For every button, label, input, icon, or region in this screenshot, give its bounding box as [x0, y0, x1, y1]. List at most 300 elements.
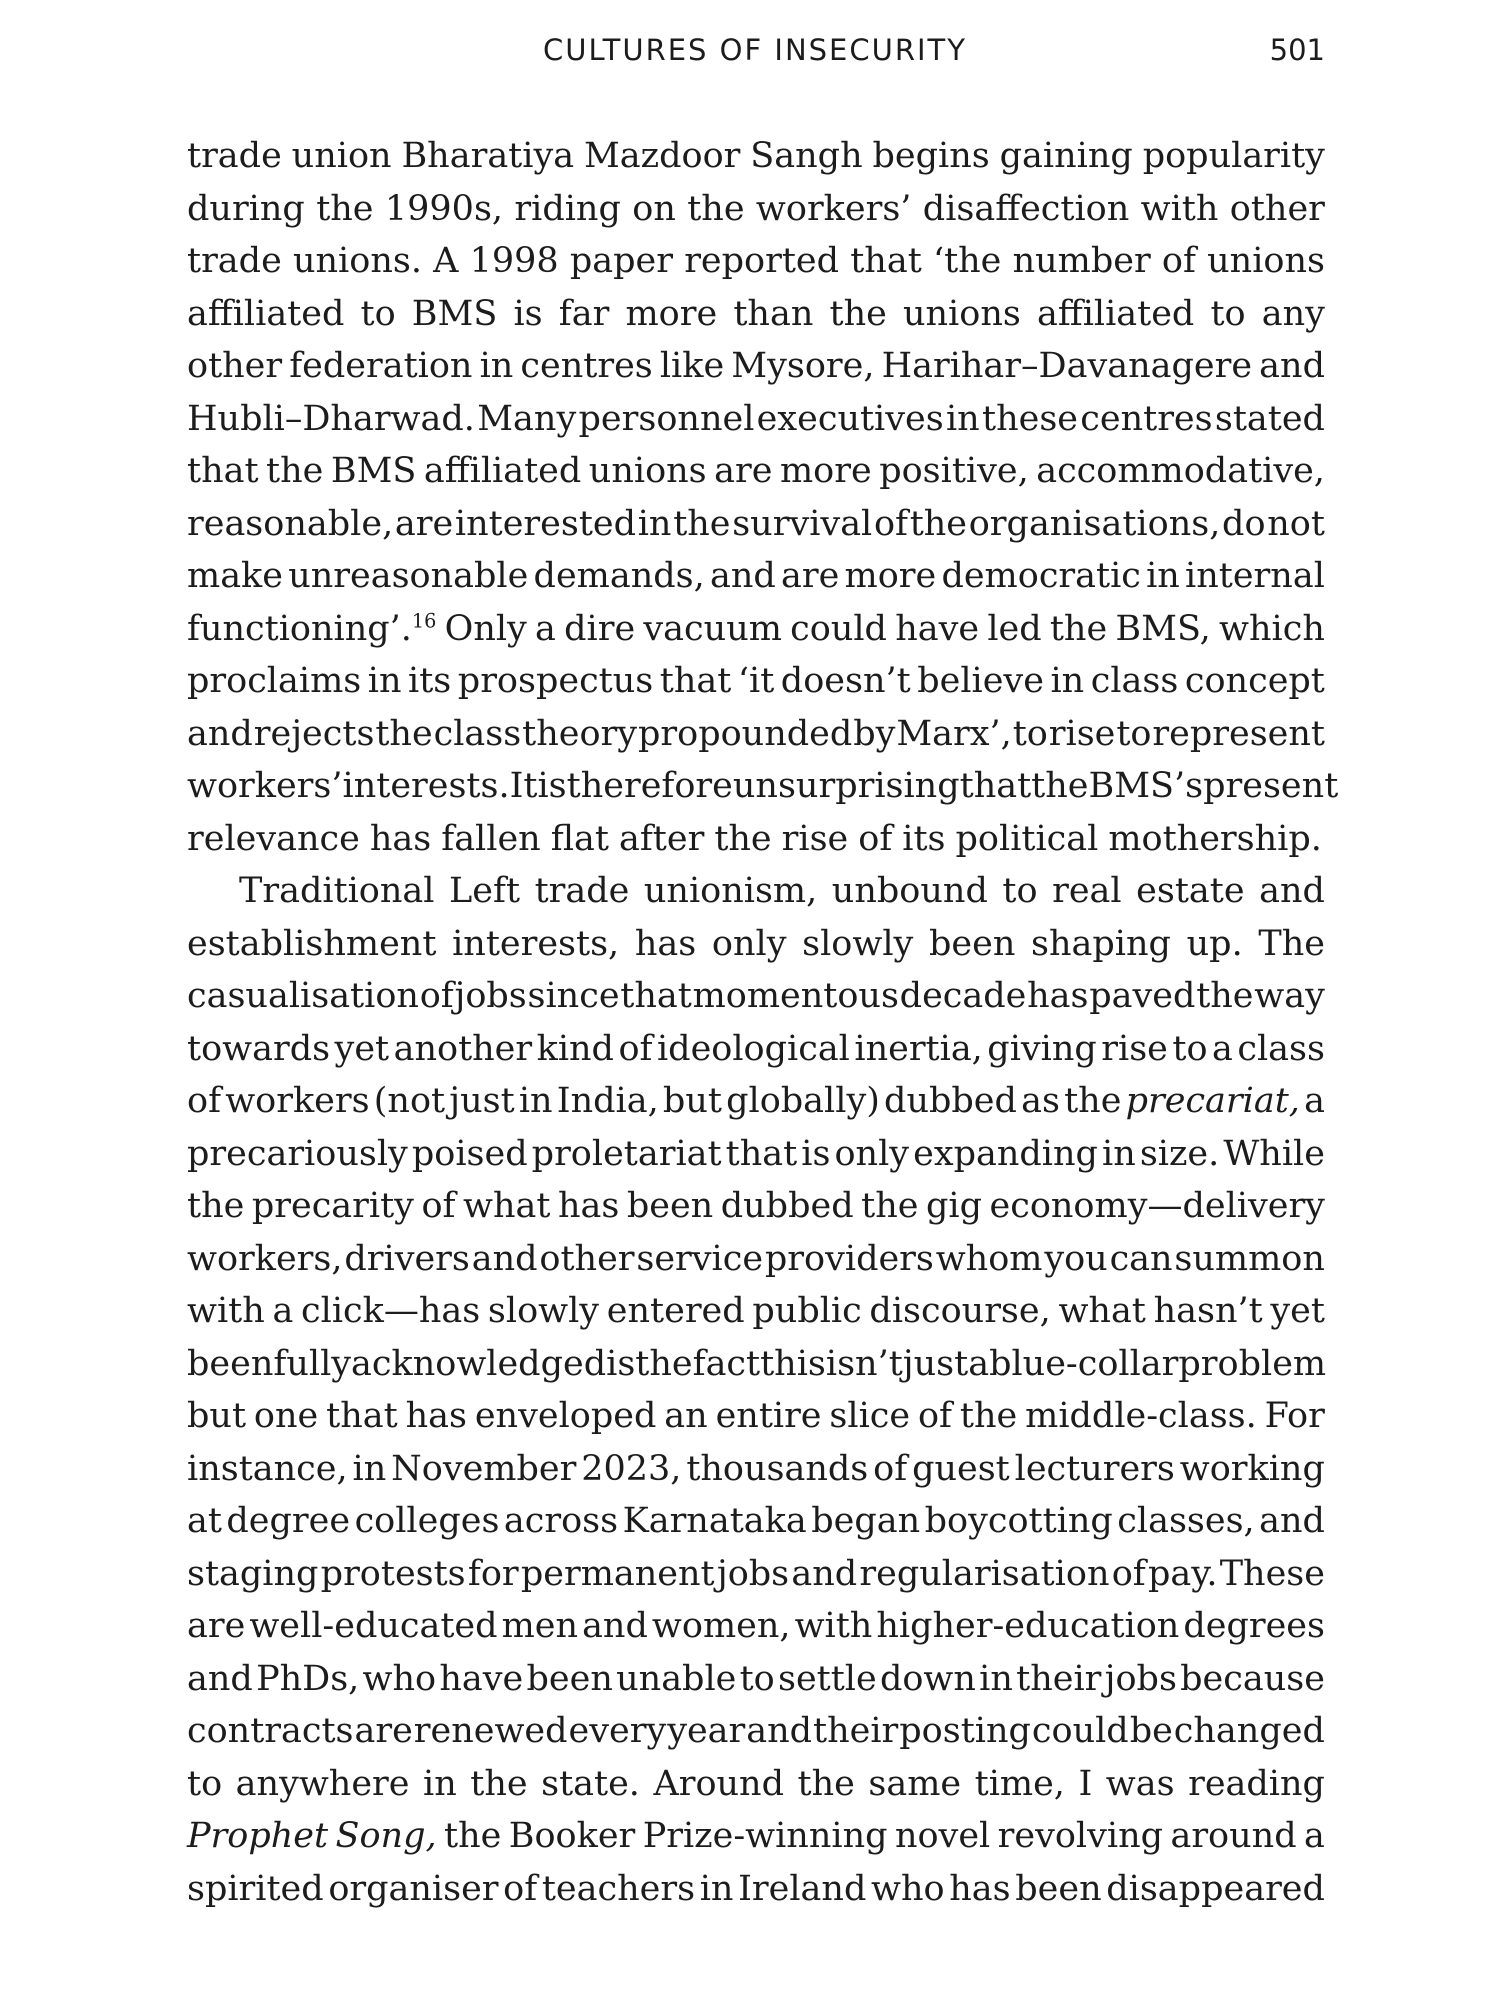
- word: the: [687, 188, 745, 229]
- text-line: [187, 550, 1325, 603]
- word: anywhere: [235, 1763, 410, 1804]
- word: the: [673, 503, 731, 544]
- word: in: [699, 1868, 734, 1909]
- word: by: [853, 713, 896, 754]
- text-line: [187, 1285, 1325, 1338]
- running-head: [185, 30, 1325, 80]
- word: public: [752, 1291, 862, 1331]
- word: are: [714, 451, 773, 491]
- word: affiliated: [1036, 293, 1195, 334]
- word: the: [316, 188, 374, 229]
- word: 1990s,: [384, 188, 504, 229]
- word: a: [968, 1343, 990, 1384]
- word: could: [1031, 1711, 1129, 1751]
- word: (not: [373, 1081, 446, 1121]
- word: of: [419, 976, 454, 1016]
- word: internal: [1185, 556, 1325, 596]
- word: only: [834, 1133, 910, 1174]
- word: in: [637, 503, 672, 544]
- word: than: [733, 293, 814, 334]
- word: workers: [225, 1081, 370, 1121]
- word: flat: [550, 818, 609, 859]
- word: year: [667, 1711, 746, 1751]
- word: interested: [454, 503, 637, 544]
- word: proletariat: [531, 1133, 722, 1174]
- word: a: [272, 1291, 294, 1331]
- word: been: [526, 1658, 613, 1699]
- word: political: [955, 818, 1099, 859]
- word: been: [626, 1186, 714, 1226]
- word: after: [618, 818, 705, 859]
- word: during: [187, 188, 305, 229]
- word: other: [187, 346, 283, 386]
- word: are: [354, 1711, 413, 1751]
- word: down: [879, 1658, 976, 1699]
- word: number: [1012, 241, 1151, 281]
- word: has: [405, 1396, 467, 1436]
- word: their: [813, 1711, 899, 1751]
- word: 2023,: [581, 1448, 682, 1489]
- word: working: [1179, 1448, 1325, 1489]
- word: and: [1259, 1501, 1325, 1541]
- word: guest: [912, 1448, 1010, 1489]
- word: with: [187, 1291, 265, 1331]
- word: their: [1016, 1658, 1102, 1699]
- word: proclaims: [187, 661, 362, 701]
- word: rejects: [253, 713, 375, 754]
- word: PhDs,: [256, 1658, 360, 1699]
- word: shaping: [1031, 923, 1171, 964]
- body-text: [187, 130, 1339, 1915]
- word: have: [439, 1658, 524, 1699]
- word: expanding: [913, 1133, 1098, 1174]
- word: interests.: [342, 766, 510, 806]
- text-line: [187, 1128, 1325, 1181]
- word: any: [1261, 293, 1325, 334]
- word: has: [369, 818, 432, 859]
- word: of: [503, 1868, 538, 1909]
- word: unable: [616, 1658, 737, 1699]
- word: Karnataka: [622, 1501, 807, 1541]
- word: estate: [1136, 871, 1245, 911]
- word: an: [664, 1396, 708, 1436]
- word: the: [909, 503, 968, 544]
- word: gig: [925, 1186, 982, 1226]
- word: who: [362, 1658, 437, 1699]
- word: centres: [1080, 398, 1213, 439]
- word: more: [625, 293, 718, 334]
- word: believe: [917, 661, 1044, 701]
- word: Left: [449, 871, 521, 911]
- word: relevance: [187, 818, 360, 859]
- word: been: [187, 1343, 274, 1384]
- word: the: [470, 1763, 528, 1804]
- word: Harihar–Davanagere: [881, 346, 1253, 386]
- word: summon: [1174, 1238, 1325, 1279]
- word: that: [187, 451, 259, 491]
- text-line: [187, 1338, 1325, 1391]
- word: It: [509, 766, 538, 806]
- word: in: [1146, 556, 1180, 596]
- word: colleges: [354, 1501, 500, 1541]
- text-line: [187, 1180, 1325, 1233]
- word: organisations,: [968, 503, 1221, 544]
- word: of: [858, 818, 893, 859]
- word: precariously: [187, 1133, 408, 1174]
- word: 1998: [469, 241, 559, 281]
- word: represent: [1152, 713, 1325, 754]
- word: the: [797, 1763, 855, 1804]
- word: time,: [974, 1763, 1065, 1804]
- word: permanent: [520, 1553, 715, 1594]
- word: rise: [1101, 1028, 1168, 1069]
- word: what: [463, 1186, 551, 1226]
- word: the: [861, 1186, 919, 1226]
- word: and: [187, 713, 253, 754]
- text-line: [187, 235, 1325, 288]
- text-line: [187, 865, 1325, 918]
- text-line: [187, 393, 1325, 446]
- word: that: [620, 976, 692, 1016]
- word: unreasonable: [288, 556, 529, 596]
- word: reading: [1188, 1763, 1325, 1804]
- word: the: [187, 1186, 245, 1226]
- word: that: [959, 766, 1032, 806]
- word: around: [1170, 1816, 1297, 1856]
- text-line: [187, 1705, 1325, 1758]
- word: positive,: [879, 451, 1029, 491]
- word: has: [949, 1868, 1011, 1909]
- word: entire: [715, 1396, 822, 1436]
- running-title: CULTURES OF INSECURITY: [543, 33, 967, 67]
- word: service: [636, 1238, 764, 1279]
- word: the: [1196, 976, 1254, 1016]
- word: spirited: [187, 1868, 324, 1909]
- word: problem: [1178, 1343, 1327, 1384]
- word: gaining: [999, 136, 1133, 176]
- word: trade: [187, 241, 282, 281]
- word: personnel: [578, 398, 755, 439]
- word: momentous: [692, 976, 899, 1016]
- text-line: [187, 918, 1325, 971]
- word: reasonable,: [187, 503, 394, 544]
- word: of: [187, 1081, 222, 1121]
- word: like: [659, 346, 725, 386]
- word: Traditional: [239, 871, 435, 911]
- text-line: [187, 760, 1339, 813]
- word: dire: [564, 608, 636, 649]
- word: thousands: [686, 1448, 869, 1489]
- word: the: [1064, 1081, 1122, 1121]
- word: hasn’t: [1153, 1291, 1263, 1331]
- word: its: [408, 661, 452, 701]
- word: size.: [1139, 1133, 1220, 1174]
- word: interests,: [452, 923, 620, 964]
- word: to: [1116, 713, 1152, 754]
- word: Marx’,: [896, 713, 1012, 754]
- word: is: [537, 766, 567, 806]
- word: of: [618, 1028, 653, 1069]
- word: one: [253, 1396, 319, 1436]
- word: enveloped: [474, 1396, 657, 1436]
- text-line: [187, 1653, 1325, 1706]
- word: which: [1219, 608, 1325, 649]
- word: BMS’s: [1088, 766, 1204, 806]
- word: a: [1212, 1028, 1233, 1069]
- word: but: [662, 1081, 722, 1121]
- word: reported: [684, 241, 840, 281]
- word: therefore: [566, 766, 733, 806]
- word: because: [1180, 1658, 1325, 1699]
- word: dubbed: [884, 1081, 1017, 1121]
- word: blue-collar: [989, 1343, 1179, 1384]
- word: I: [1078, 1763, 1093, 1804]
- word: prospectus: [457, 661, 654, 701]
- word: executives: [756, 398, 944, 439]
- word: the: [375, 713, 433, 754]
- word: survival: [732, 503, 873, 544]
- word: These: [1219, 1553, 1325, 1594]
- word: For: [1264, 1396, 1325, 1436]
- text-line: [187, 288, 1325, 341]
- word: contracts: [187, 1711, 354, 1751]
- word: mothership.: [1108, 818, 1322, 859]
- word: Sangh: [750, 136, 863, 176]
- word: have: [895, 608, 980, 649]
- word: to: [739, 1658, 775, 1699]
- word: same: [868, 1763, 962, 1804]
- word: to: [187, 1763, 223, 1804]
- word: do: [1222, 503, 1266, 544]
- word: and: [746, 1711, 813, 1751]
- word: to: [1210, 293, 1246, 334]
- word: demands,: [533, 556, 705, 596]
- word: yet: [1270, 1291, 1325, 1331]
- word: higher-education: [876, 1606, 1180, 1646]
- word: ‘it: [737, 661, 775, 701]
- word: state.: [541, 1763, 640, 1804]
- text-line: [187, 1548, 1325, 1601]
- word: discourse,: [869, 1291, 1051, 1331]
- word: Mazdoor: [583, 136, 741, 176]
- word: a: [1304, 1816, 1325, 1856]
- word: real: [1052, 871, 1122, 911]
- word: in: [518, 1081, 553, 1121]
- word: class: [433, 713, 522, 754]
- word: that: [850, 241, 922, 281]
- word: disaffection: [922, 188, 1130, 229]
- word: up.: [1186, 923, 1243, 964]
- word: union: [291, 136, 392, 176]
- word: click—has: [301, 1291, 481, 1331]
- word: way: [1254, 976, 1325, 1016]
- word: another: [393, 1028, 533, 1069]
- word: organiser: [328, 1868, 499, 1909]
- text-line: [187, 1863, 1325, 1916]
- word: been: [928, 923, 1016, 964]
- word: ‘the: [932, 241, 1002, 281]
- word: classes,: [1117, 1501, 1255, 1541]
- word: be: [1129, 1711, 1173, 1751]
- word: unions: [1207, 241, 1325, 281]
- word: can: [1109, 1238, 1173, 1279]
- footnote-marker: 16: [411, 608, 437, 632]
- word: BMS: [330, 451, 417, 491]
- word: centres: [520, 346, 653, 386]
- word: that: [725, 1133, 798, 1174]
- word: well-educated: [249, 1606, 498, 1646]
- word: unions: [588, 451, 707, 491]
- page-number: 501: [1269, 33, 1325, 67]
- word: Booker: [508, 1816, 636, 1856]
- word: the: [959, 1396, 1018, 1436]
- word: vacuum: [643, 608, 782, 649]
- word: to: [1172, 1028, 1208, 1069]
- word: precarity: [251, 1186, 414, 1226]
- word: economy—delivery: [989, 1186, 1325, 1226]
- word: unsurprising: [732, 766, 960, 806]
- word: and: [709, 556, 776, 596]
- word: that: [326, 1396, 398, 1436]
- word: theory: [522, 713, 638, 754]
- word: and: [791, 1553, 858, 1594]
- word: poised: [411, 1133, 528, 1174]
- word: unionism,: [643, 871, 818, 911]
- word: decade: [899, 976, 1027, 1016]
- word: just: [449, 1081, 515, 1121]
- word: of: [873, 503, 908, 544]
- word: riding: [514, 188, 621, 229]
- word: of: [1111, 1553, 1146, 1594]
- word: what: [1058, 1291, 1146, 1331]
- word: concept: [1184, 661, 1325, 701]
- word: towards: [187, 1028, 331, 1069]
- word: the: [266, 451, 324, 491]
- word: paper: [569, 241, 673, 281]
- word: establishment: [187, 923, 437, 964]
- word: workers’: [755, 188, 912, 229]
- text-line: [187, 130, 1325, 183]
- word: affiliated: [187, 293, 345, 334]
- word: more: [779, 451, 872, 491]
- word: rise: [781, 818, 849, 859]
- word: While: [1223, 1133, 1325, 1174]
- word: instance,: [187, 1448, 348, 1489]
- word: accommodative,: [1036, 451, 1325, 491]
- word: since: [527, 976, 620, 1016]
- word: entered: [606, 1291, 745, 1331]
- word: rise: [1048, 713, 1116, 754]
- word: affiliated: [423, 451, 582, 491]
- word: Around: [653, 1763, 785, 1804]
- text-line: [187, 655, 1325, 708]
- word: in: [352, 1448, 387, 1489]
- word: this: [760, 1343, 826, 1384]
- word: of: [873, 1448, 908, 1489]
- word: functioning’.$^{16}$: [187, 608, 437, 649]
- word: posting: [899, 1711, 1031, 1751]
- word: class: [1237, 1028, 1325, 1069]
- word: and: [1259, 871, 1325, 911]
- word: was: [1105, 1763, 1175, 1804]
- word: Bharatiya: [401, 136, 575, 176]
- word: not: [1267, 503, 1325, 544]
- word: women,: [651, 1606, 791, 1646]
- word: Prize-winning: [642, 1816, 888, 1856]
- word: jobs: [454, 976, 527, 1016]
- word: the: [1049, 608, 1108, 649]
- word: changed: [1173, 1711, 1325, 1751]
- word: drivers: [344, 1238, 470, 1279]
- text-line: [187, 1075, 1325, 1128]
- word: begins: [872, 136, 990, 176]
- word: could: [790, 608, 887, 649]
- word: led: [987, 608, 1042, 649]
- word: providers: [764, 1238, 934, 1279]
- word: acknowledged: [351, 1343, 607, 1384]
- word: in: [479, 346, 514, 386]
- word: a: [1304, 1081, 1325, 1121]
- text-line: [187, 498, 1325, 551]
- word: in: [945, 398, 980, 439]
- word: kind: [536, 1028, 614, 1069]
- word: workers’: [187, 766, 343, 806]
- word: and: [187, 1658, 253, 1699]
- text-line: [187, 813, 1325, 866]
- word: fallen: [441, 818, 541, 859]
- word: jobs: [1104, 1658, 1177, 1699]
- word: but: [187, 1396, 247, 1436]
- word: India,: [556, 1081, 659, 1121]
- word: is: [801, 1133, 831, 1174]
- text-line: [187, 970, 1325, 1023]
- word: across: [503, 1501, 619, 1541]
- word: stated: [1214, 398, 1325, 439]
- word: November: [391, 1448, 577, 1489]
- word: is: [606, 1343, 636, 1384]
- word: men: [501, 1606, 579, 1646]
- word: jobs: [716, 1553, 790, 1594]
- word: who: [871, 1868, 945, 1909]
- word: more: [844, 556, 937, 596]
- word: and: [471, 1238, 538, 1279]
- word: every: [568, 1711, 667, 1751]
- word: federation: [289, 346, 473, 386]
- text-line: [187, 1810, 1325, 1863]
- word: the: [1031, 766, 1089, 806]
- word: A: [433, 241, 459, 281]
- word: propounded: [637, 713, 853, 754]
- text-line: [187, 340, 1325, 393]
- word: class: [1090, 661, 1179, 701]
- text-line: [187, 183, 1325, 236]
- word: to: [1012, 713, 1048, 754]
- word: protests: [320, 1553, 466, 1594]
- word: Ireland: [738, 1868, 867, 1909]
- word: slowly: [802, 923, 914, 964]
- word: giving: [987, 1028, 1097, 1069]
- word: middle-class.: [1025, 1396, 1257, 1436]
- word: casualisation: [187, 976, 419, 1016]
- word: Song,: [335, 1816, 437, 1856]
- word: the: [444, 1816, 502, 1856]
- word: of: [917, 1396, 953, 1436]
- word: BMS: [411, 293, 498, 334]
- word: slowly: [487, 1291, 600, 1331]
- text-line: [187, 1023, 1325, 1076]
- word: Only: [444, 608, 527, 649]
- word: the: [635, 1343, 693, 1384]
